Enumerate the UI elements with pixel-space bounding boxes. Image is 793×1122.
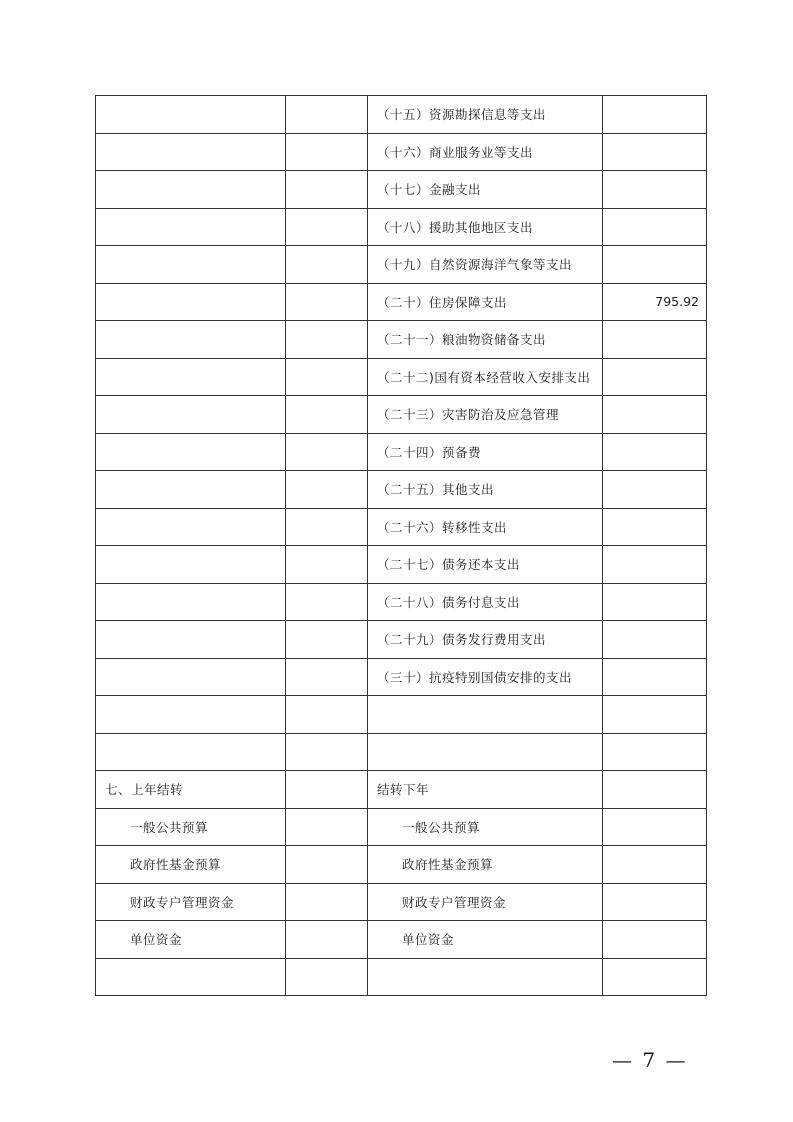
income-item-cell [96, 621, 286, 659]
income-amount-cell [286, 546, 368, 584]
table-row [96, 808, 707, 846]
expenditure-amount-cell [603, 846, 707, 884]
income-amount-cell [286, 771, 368, 809]
table-row [96, 883, 707, 921]
expenditure-amount-cell [603, 546, 707, 584]
table-row [96, 846, 707, 884]
expenditure-item-cell: （二十四）预备费 [368, 433, 603, 471]
expenditure-item-cell: （二十七）债务还本支出 [368, 546, 603, 584]
expenditure-item-cell: 财政专户管理资金 [368, 883, 603, 921]
income-item-cell: 单位资金 [96, 921, 286, 959]
expenditure-amount-cell [603, 696, 707, 734]
income-amount-cell [286, 733, 368, 771]
budget-table [95, 95, 707, 996]
expenditure-amount-cell [603, 96, 707, 134]
income-amount-cell [286, 696, 368, 734]
table-row [96, 471, 707, 509]
income-item-cell [96, 658, 286, 696]
income-amount-cell [286, 883, 368, 921]
expenditure-amount-cell [603, 958, 707, 996]
income-amount-cell [286, 133, 368, 171]
expenditure-amount-cell [603, 208, 707, 246]
income-amount-cell [286, 321, 368, 359]
expenditure-item-cell: 单位资金 [368, 921, 603, 959]
table-row [96, 96, 707, 134]
income-amount-cell [286, 621, 368, 659]
expenditure-amount-cell [603, 471, 707, 509]
table-row [96, 621, 707, 659]
table-row [96, 396, 707, 434]
expenditure-item-cell [368, 696, 603, 734]
income-amount-cell [286, 358, 368, 396]
income-amount-cell [286, 508, 368, 546]
expenditure-item-cell [368, 958, 603, 996]
expenditure-amount-cell [603, 883, 707, 921]
income-item-cell [96, 208, 286, 246]
expenditure-item-cell: （十九）自然资源海洋气象等支出 [368, 246, 603, 284]
income-item-cell [96, 583, 286, 621]
income-item-cell [96, 696, 286, 734]
expenditure-amount-cell [603, 396, 707, 434]
expenditure-amount-cell [603, 171, 707, 209]
table-row [96, 133, 707, 171]
income-item-cell [96, 433, 286, 471]
expenditure-amount-cell: 795.92 [603, 283, 707, 321]
expenditure-amount-cell [603, 508, 707, 546]
income-amount-cell [286, 96, 368, 134]
expenditure-item-cell: 政府性基金预算 [368, 846, 603, 884]
income-item-cell [96, 958, 286, 996]
income-amount-cell [286, 396, 368, 434]
expenditure-amount-cell [603, 921, 707, 959]
expenditure-amount-cell [603, 583, 707, 621]
expenditure-item-cell: （十五）资源勘探信息等支出 [368, 96, 603, 134]
income-item-cell [96, 546, 286, 584]
income-item-cell: 财政专户管理资金 [96, 883, 286, 921]
income-item-cell [96, 283, 286, 321]
table-row [96, 171, 707, 209]
expenditure-amount-cell [603, 771, 707, 809]
expenditure-item-cell: （二十八）债务付息支出 [368, 583, 603, 621]
expenditure-amount-cell [603, 246, 707, 284]
income-item-cell [96, 96, 286, 134]
expenditure-item-cell: 结转下年 [368, 771, 603, 809]
income-item-cell: 一般公共预算 [96, 808, 286, 846]
income-item-cell [96, 396, 286, 434]
table-row [96, 358, 707, 396]
table-row [96, 658, 707, 696]
income-item-cell [96, 321, 286, 359]
expenditure-item-cell: （十八）援助其他地区支出 [368, 208, 603, 246]
income-amount-cell [286, 433, 368, 471]
expenditure-item-cell: 一般公共预算 [368, 808, 603, 846]
table-row [96, 771, 707, 809]
expenditure-amount-cell [603, 321, 707, 359]
expenditure-item-cell: （十六）商业服务业等支出 [368, 133, 603, 171]
income-item-cell [96, 358, 286, 396]
income-amount-cell [286, 471, 368, 509]
expenditure-item-cell: （三十）抗疫特别国债安排的支出 [368, 658, 603, 696]
expenditure-item-cell: （二十三）灾害防治及应急管理 [368, 396, 603, 434]
expenditure-amount-cell [603, 433, 707, 471]
expenditure-amount-cell [603, 621, 707, 659]
table-row [96, 246, 707, 284]
expenditure-item-cell: （二十九）债务发行费用支出 [368, 621, 603, 659]
income-item-cell [96, 508, 286, 546]
income-amount-cell [286, 283, 368, 321]
page-number: — 7 — [612, 1048, 688, 1072]
income-amount-cell [286, 246, 368, 284]
income-item-cell: 政府性基金预算 [96, 846, 286, 884]
expenditure-item-cell: （二十五）其他支出 [368, 471, 603, 509]
expenditure-amount-cell [603, 658, 707, 696]
income-amount-cell [286, 171, 368, 209]
income-amount-cell [286, 921, 368, 959]
income-amount-cell [286, 658, 368, 696]
table-row [96, 283, 707, 321]
income-amount-cell [286, 208, 368, 246]
table-row [96, 433, 707, 471]
income-amount-cell [286, 958, 368, 996]
income-item-cell [96, 133, 286, 171]
expenditure-amount-cell [603, 358, 707, 396]
income-item-cell [96, 733, 286, 771]
table-row [96, 958, 707, 996]
expenditure-amount-cell [603, 733, 707, 771]
expenditure-amount-cell [603, 808, 707, 846]
income-amount-cell [286, 808, 368, 846]
expenditure-item-cell: （二十二)国有资本经营收入安排支出 [368, 358, 603, 396]
table-row [96, 583, 707, 621]
income-item-cell [96, 471, 286, 509]
table-row [96, 508, 707, 546]
table-row [96, 546, 707, 584]
expenditure-amount-cell [603, 133, 707, 171]
expenditure-item-cell: （二十）住房保障支出 [368, 283, 603, 321]
expenditure-item-cell [368, 733, 603, 771]
expenditure-item-cell: （二十一）粮油物资储备支出 [368, 321, 603, 359]
expenditure-item-cell: （二十六）转移性支出 [368, 508, 603, 546]
table-row [96, 321, 707, 359]
income-amount-cell [286, 846, 368, 884]
income-amount-cell [286, 583, 368, 621]
expenditure-item-cell: （十七）金融支出 [368, 171, 603, 209]
table-row [96, 208, 707, 246]
income-item-cell [96, 246, 286, 284]
table-body [96, 96, 707, 996]
table-row [96, 733, 707, 771]
table-row [96, 696, 707, 734]
income-item-cell: 七、上年结转 [96, 771, 286, 809]
income-item-cell [96, 171, 286, 209]
table-row [96, 921, 707, 959]
